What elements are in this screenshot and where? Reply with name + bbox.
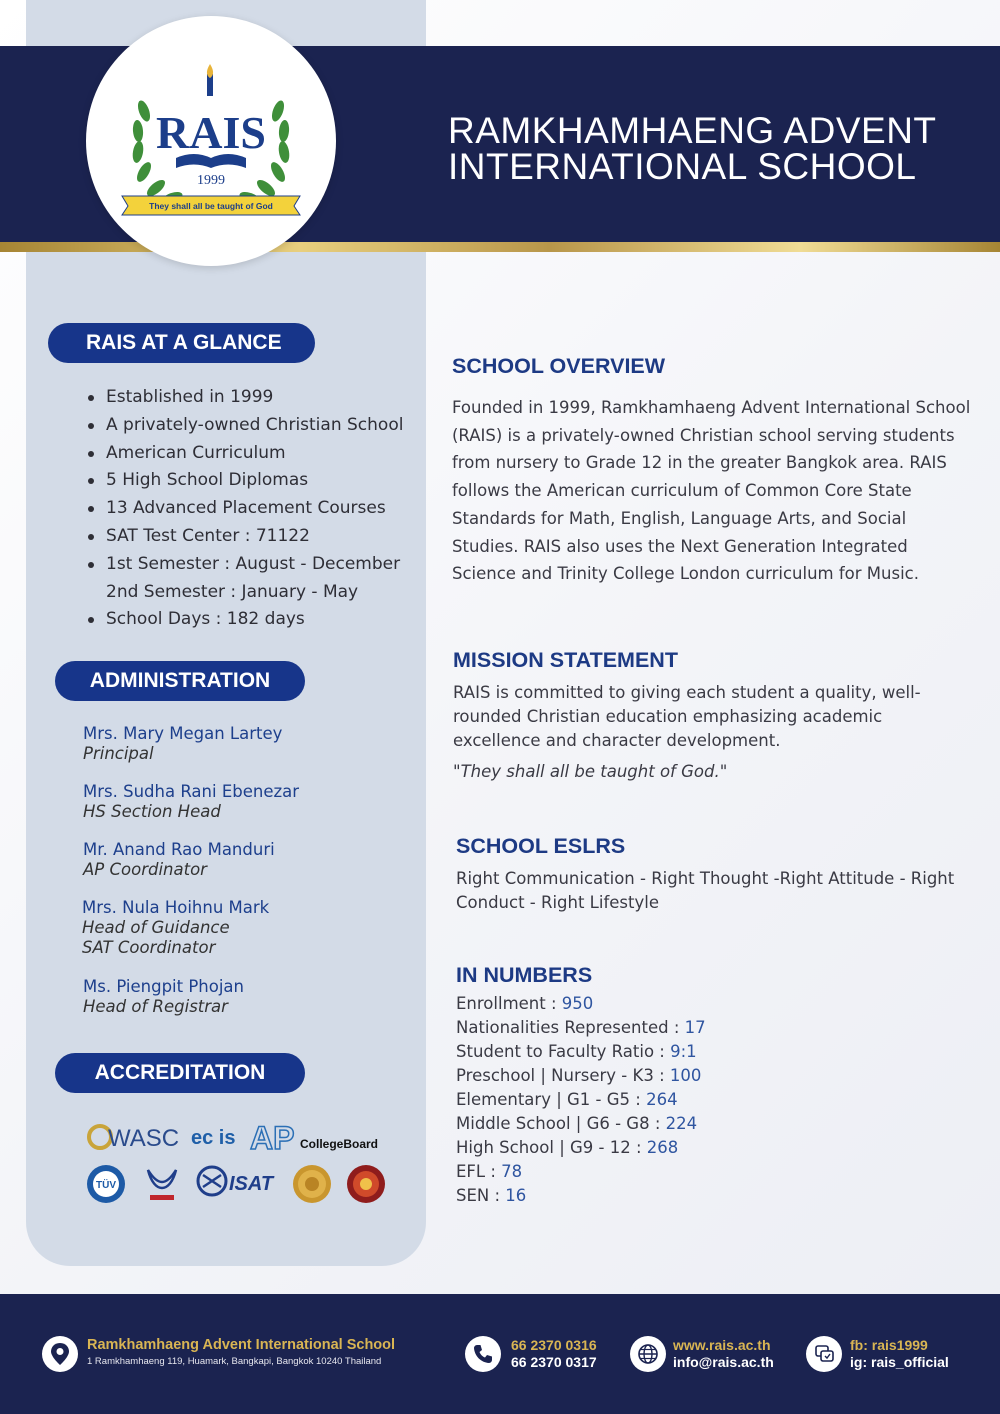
numbers-label: SEN : — [456, 1186, 506, 1205]
numbers-row — [456, 1112, 706, 1136]
list-item: 2nd Semester : January - May — [106, 581, 359, 602]
numbers-row — [456, 1160, 706, 1184]
numbers-label: Student to Faculty Ratio : — [456, 1042, 671, 1061]
admin-role: Head of Registrar — [83, 997, 228, 1016]
red-seal-logo — [346, 1164, 386, 1204]
ap-collegeboard-logo — [248, 1118, 388, 1156]
social-media-icon — [806, 1336, 842, 1372]
administration-heading: ADMINISTRATION — [55, 661, 305, 701]
wasc-text: WASC — [108, 1125, 180, 1152]
footer-school-name: Ramkhamhaeng Advent International School — [87, 1337, 396, 1353]
numbers-row — [456, 1136, 706, 1160]
ecis-logo — [190, 1122, 242, 1152]
list-item: 13 Advanced Placement Courses — [86, 495, 426, 523]
numbers-value: 100 — [669, 1066, 702, 1085]
isat-logo — [196, 1162, 278, 1202]
admin-role: AP Coordinator — [83, 860, 207, 879]
numbers-value: 16 — [505, 1186, 527, 1205]
admin-name: Mr. Anand Rao Manduri — [83, 840, 275, 859]
numbers-value: 9:1 — [670, 1042, 697, 1061]
numbers-row — [456, 1016, 706, 1040]
numbers-heading: IN NUMBERS — [456, 963, 593, 987]
admin-name: Mrs. Mary Megan Lartey — [83, 724, 283, 743]
list-item: 1st Semester : August - December — [86, 551, 426, 579]
numbers-value: 224 — [665, 1114, 698, 1133]
footer-phone-1[interactable]: 66 2370 0316 — [511, 1337, 597, 1353]
phone-icon — [465, 1336, 501, 1372]
overview-heading: SCHOOL OVERVIEW — [452, 354, 666, 378]
swa-logo — [142, 1164, 182, 1204]
admin-name: Ms. Piengpit Phojan — [83, 977, 245, 996]
isat-text: ISAT — [229, 1173, 274, 1195]
numbers-value: 268 — [646, 1138, 679, 1157]
admin-entry — [83, 977, 244, 1017]
numbers-label: Nationalities Represented : — [456, 1018, 685, 1037]
list-item: School Days : 182 days — [86, 606, 426, 634]
logo-year: 1999 — [197, 173, 225, 188]
mission-quote: "They shall all be taught of God." — [453, 762, 728, 781]
list-item: Established in 1999 — [86, 384, 426, 412]
rais-crest-icon — [86, 16, 336, 266]
admin-name: Mrs. Nula Hoihnu Mark — [82, 898, 270, 917]
overview-text: Founded in 1999, Ramkhamhaeng Advent International School (RAIS) is a privately-owned Christian school serving students from nursery to Grade 12 in the greater Bangkok area. RAIS follows the American curriculum of Common Core State Standards for Math, English, Language Arts, and Social Studies. RAIS also uses the Next Generation Integrated Science and Trinity College London curriculum for Music. — [452, 398, 971, 584]
numbers-value: 78 — [501, 1162, 523, 1181]
globe-icon — [630, 1336, 666, 1372]
mission-heading: MISSION STATEMENT — [453, 648, 678, 672]
glance-list — [86, 384, 426, 634]
numbers-row — [456, 1088, 706, 1112]
admin-role: SAT Coordinator — [82, 938, 216, 957]
tuv-logo — [86, 1164, 126, 1204]
school-title-line1: RAMKHAMHAENG ADVENT — [448, 110, 937, 151]
school-logo — [86, 16, 336, 266]
school-title — [448, 110, 988, 187]
tuv-text: TÜV — [96, 1180, 116, 1191]
admin-name: Mrs. Sudha Rani Ebenezar — [83, 782, 300, 801]
numbers-label: Enrollment : — [456, 994, 562, 1013]
admin-entry — [83, 782, 299, 822]
numbers-row — [456, 1184, 706, 1208]
numbers-row — [456, 1040, 706, 1064]
footer-email[interactable]: info@rais.ac.th — [673, 1354, 774, 1370]
list-item: American Curriculum — [86, 440, 426, 468]
numbers-value: 264 — [646, 1090, 678, 1109]
list-item: A privately-owned Christian School — [86, 412, 426, 440]
admin-entry — [83, 840, 275, 880]
numbers-row — [456, 1064, 706, 1088]
numbers-list — [456, 992, 706, 1208]
numbers-label: EFL : — [456, 1162, 502, 1181]
ecis-text: ec is — [191, 1127, 236, 1149]
numbers-label: Middle School | G6 - G8 : — [456, 1114, 666, 1133]
glance-heading: RAIS AT A GLANCE — [48, 323, 315, 363]
numbers-row — [456, 992, 706, 1016]
logo-letters: RAIS — [156, 107, 266, 158]
footer-address: 1 Ramkhamhaeng 119, Huamark, Bangkapi, Bangkok 10240 Thailand — [87, 1356, 382, 1367]
wasc-logo — [86, 1118, 186, 1156]
footer-instagram[interactable]: ig: rais_official — [850, 1354, 949, 1370]
list-item: SAT Test Center : 71122 — [86, 523, 426, 551]
numbers-label: High School | G9 - 12 : — [456, 1138, 647, 1157]
admin-role: Principal — [83, 744, 154, 763]
school-title-line2: INTERNATIONAL SCHOOL — [448, 146, 917, 187]
eslrs-heading: SCHOOL ESLRS — [456, 834, 626, 858]
admin-entry — [82, 898, 269, 958]
list-item: 5 High School Diplomas — [86, 467, 426, 495]
footer-website[interactable]: www.rais.ac.th — [673, 1337, 771, 1353]
admin-entry — [83, 724, 282, 764]
numbers-label: Elementary | G1 - G5 : — [456, 1090, 647, 1109]
location-pin-icon — [42, 1336, 78, 1372]
numbers-value: 17 — [684, 1018, 706, 1037]
footer-facebook[interactable]: fb: rais1999 — [850, 1337, 928, 1353]
admin-role: HS Section Head — [83, 802, 221, 821]
collegeboard-text: CollegeBoard — [300, 1137, 379, 1151]
gold-seal-logo — [292, 1164, 332, 1204]
numbers-value: 950 — [561, 994, 594, 1013]
numbers-label: Preschool | Nursery - K3 : — [456, 1066, 670, 1085]
accreditation-heading: ACCREDITATION — [55, 1053, 305, 1093]
footer-phone-2[interactable]: 66 2370 0317 — [511, 1354, 597, 1370]
ap-text: AP — [250, 1120, 295, 1156]
mission-text: RAIS is committed to giving each student a quality, well-rounded Christian education emphasizing academic excellence and character development. — [453, 683, 921, 750]
logo-motto: They shall all be taught of God — [149, 201, 273, 211]
admin-role: Head of Guidance — [82, 918, 230, 937]
eslrs-text: Right Communication - Right Thought -Right Attitude - Right Conduct - Right Lifestyle — [456, 869, 955, 912]
